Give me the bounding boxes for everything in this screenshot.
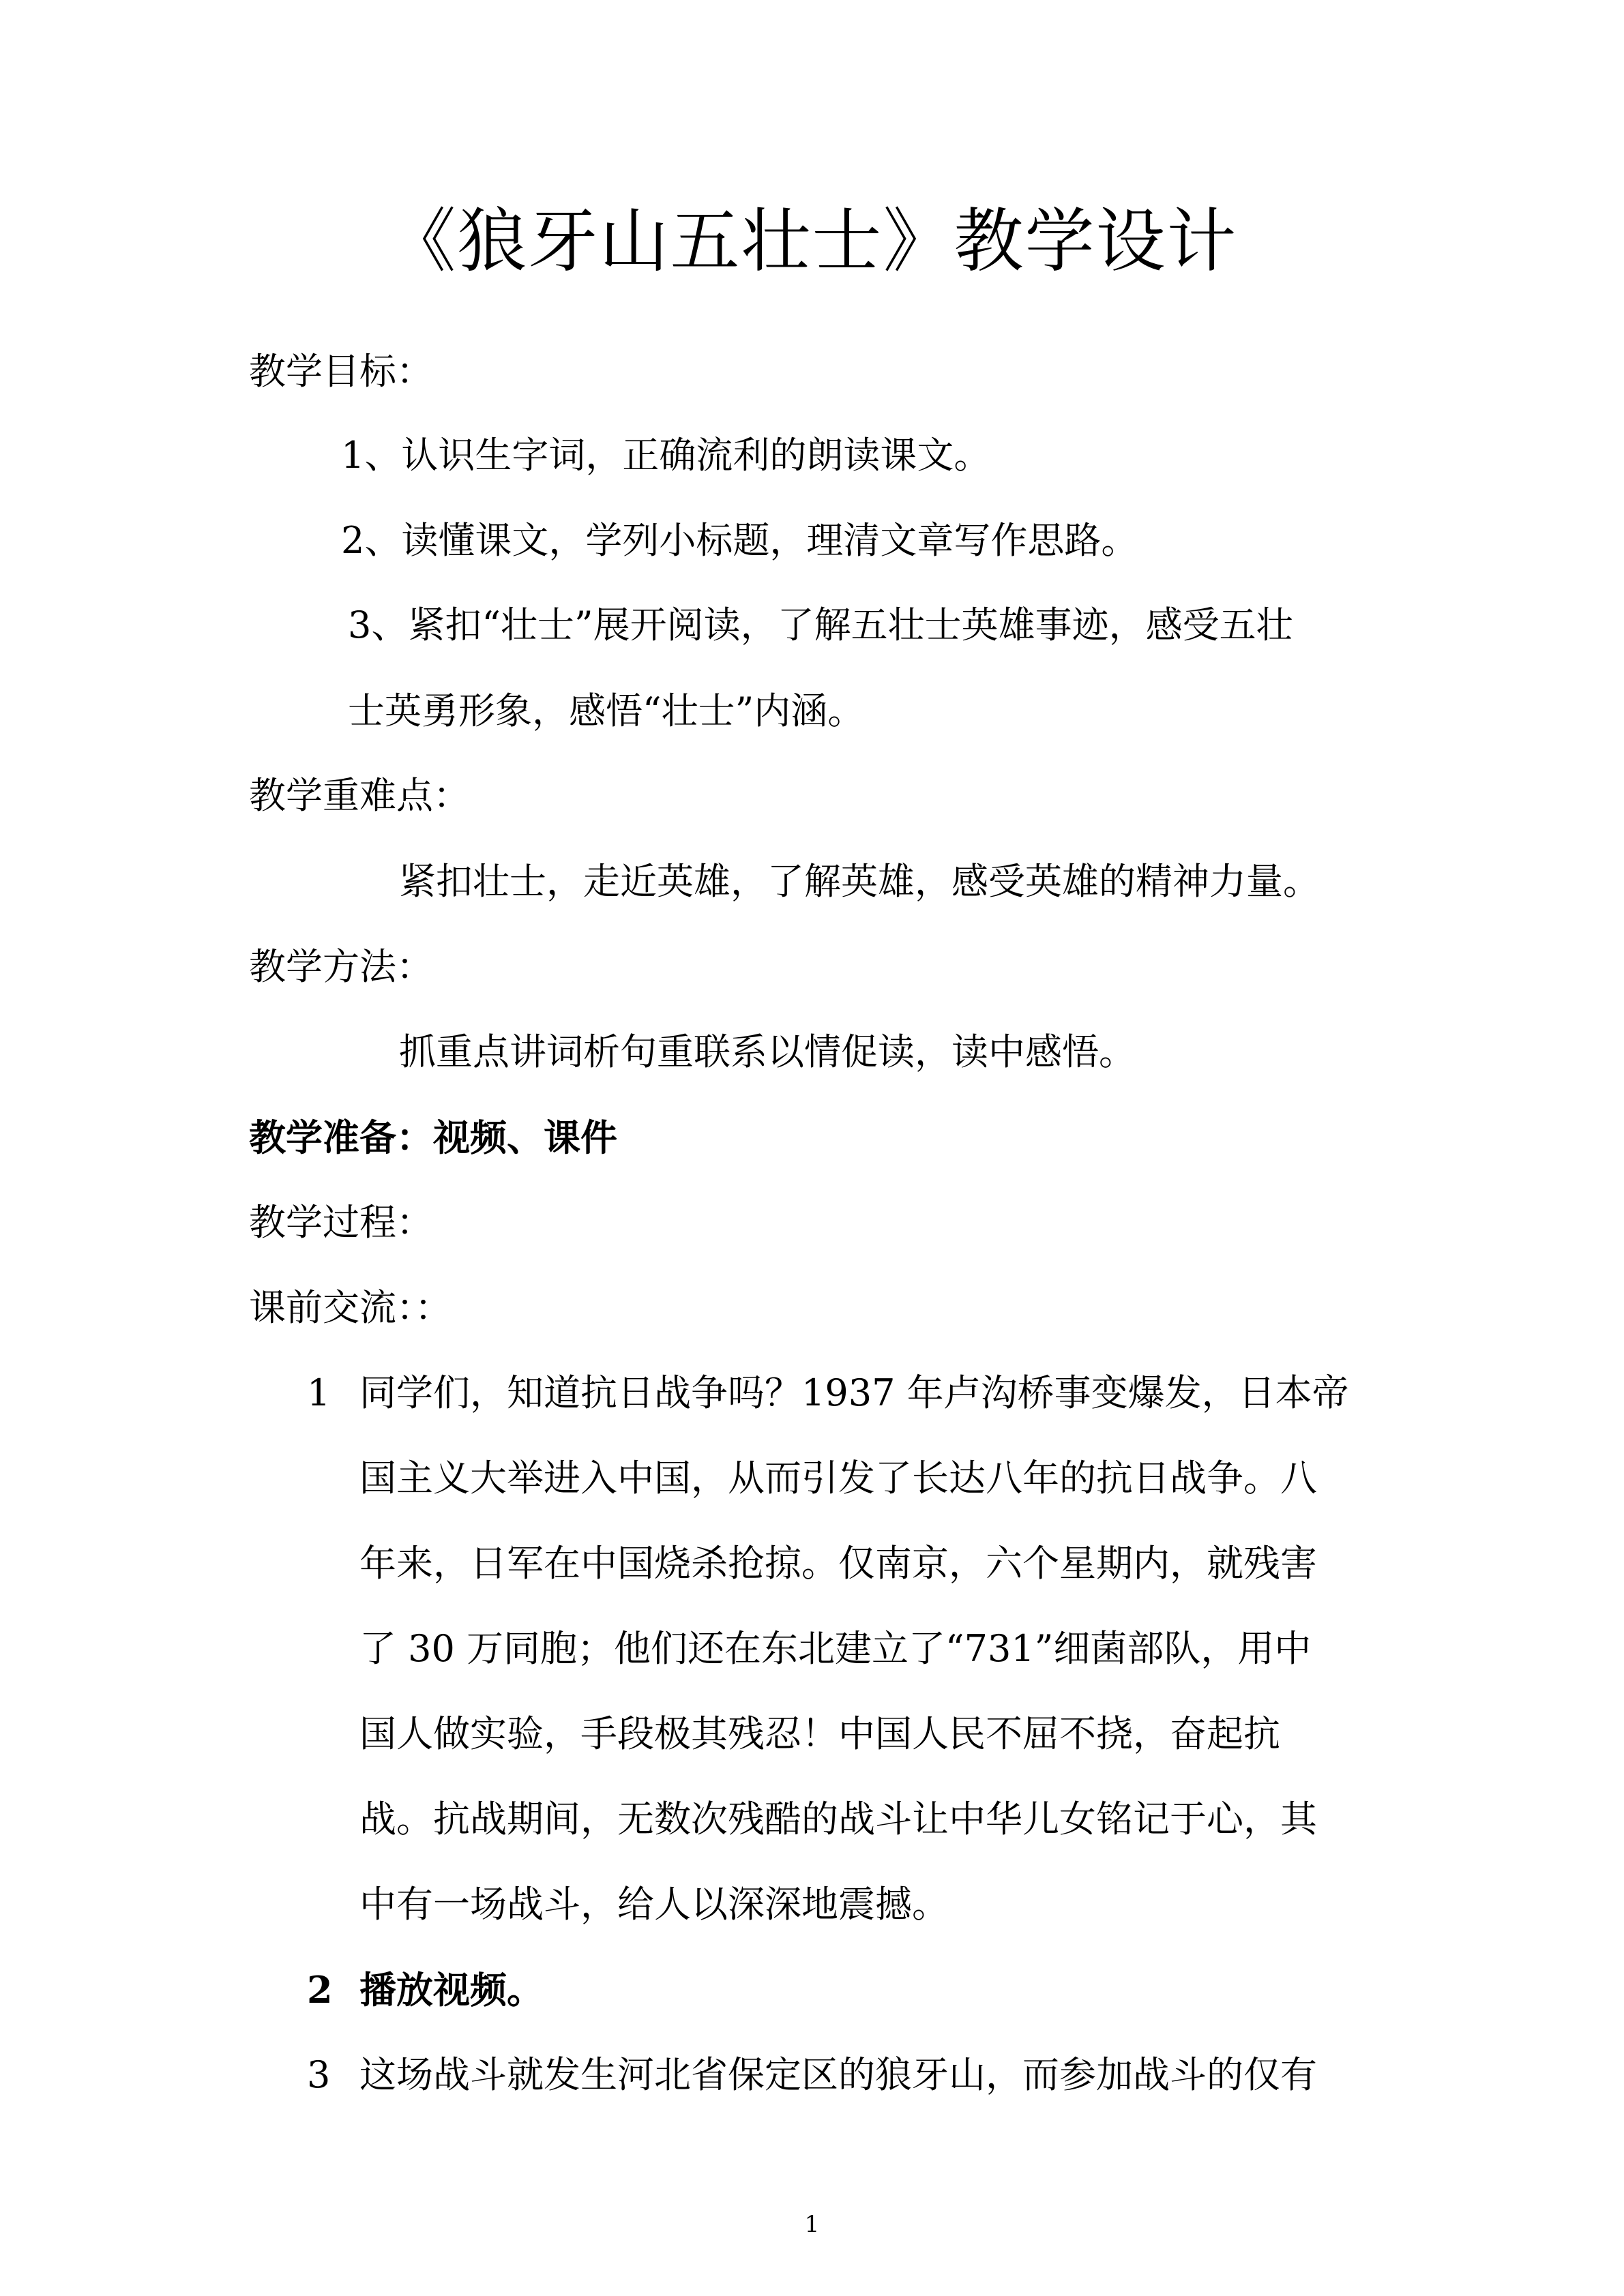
step-2-line-1: 播放视频。 — [359, 1968, 544, 2012]
methods-text: 抓重点讲词析句重联系以情促读，读中感悟。 — [399, 1030, 1136, 1073]
objective-item-1: 1、认识生字词，正确流利的朗读课文。 — [341, 434, 991, 477]
step-1-line-5: 国人做实验，手段极其残忍！中国人民不屈不挠，奋起抗 — [359, 1712, 1280, 1755]
process-heading: 教学过程： — [249, 1201, 433, 1244]
step-number-1: 1 — [307, 1371, 331, 1414]
step-1-line-6: 战。抗战期间，无数次残酷的战斗让中华儿女铭记于心，其 — [359, 1798, 1317, 1840]
key-points-heading: 教学重难点： — [249, 774, 470, 817]
step-1-line-7: 中有一场战斗，给人以深深地震撼。 — [359, 1883, 949, 1926]
methods-heading: 教学方法： — [249, 945, 433, 988]
objective-item-3: 3、紧扣“壮士”展开阅读，了解五壮士英雄事迹，感受五壮 — [348, 603, 1293, 646]
document-title: 《狼牙山五壮士》教学设计 — [386, 201, 1238, 282]
page-number: 1 — [804, 2211, 820, 2238]
key-points-text: 紧扣壮士，走近英雄，了解英雄，感受英雄的精神力量。 — [399, 860, 1320, 903]
step-3-line-1: 这场战斗就发生河北省保定区的狼牙山，而参加战斗的仅有 — [359, 2053, 1317, 2096]
objective-item-3-continued: 士英勇形象，感悟“壮士”内涵。 — [348, 689, 865, 732]
step-1-line-3: 年来，日军在中国烧杀抢掠。仅南京，六个星期内，就残害 — [359, 1542, 1317, 1585]
preparation-line: 教学准备：视频、课件 — [249, 1116, 617, 1159]
step-1-line-2: 国主义大举进入中国，从而引发了长达八年的抗日战争。八 — [359, 1457, 1317, 1500]
step-1-line-1: 同学们，知道抗日战争吗？1937 年卢沟桥事变爆发，日本帝 — [359, 1371, 1349, 1414]
step-1-line-4: 了 30 万同胞；他们还在东北建立了“731”细菌部队，用中 — [359, 1627, 1312, 1670]
objective-item-2: 2、读懂课文，学列小标题，理清文章写作思路。 — [341, 519, 1138, 562]
step-number-3: 3 — [307, 2053, 331, 2096]
pre-class-heading: 课前交流：： — [249, 1286, 452, 1329]
step-number-2: 2 — [307, 1968, 333, 2012]
objectives-heading: 教学目标： — [249, 350, 433, 393]
